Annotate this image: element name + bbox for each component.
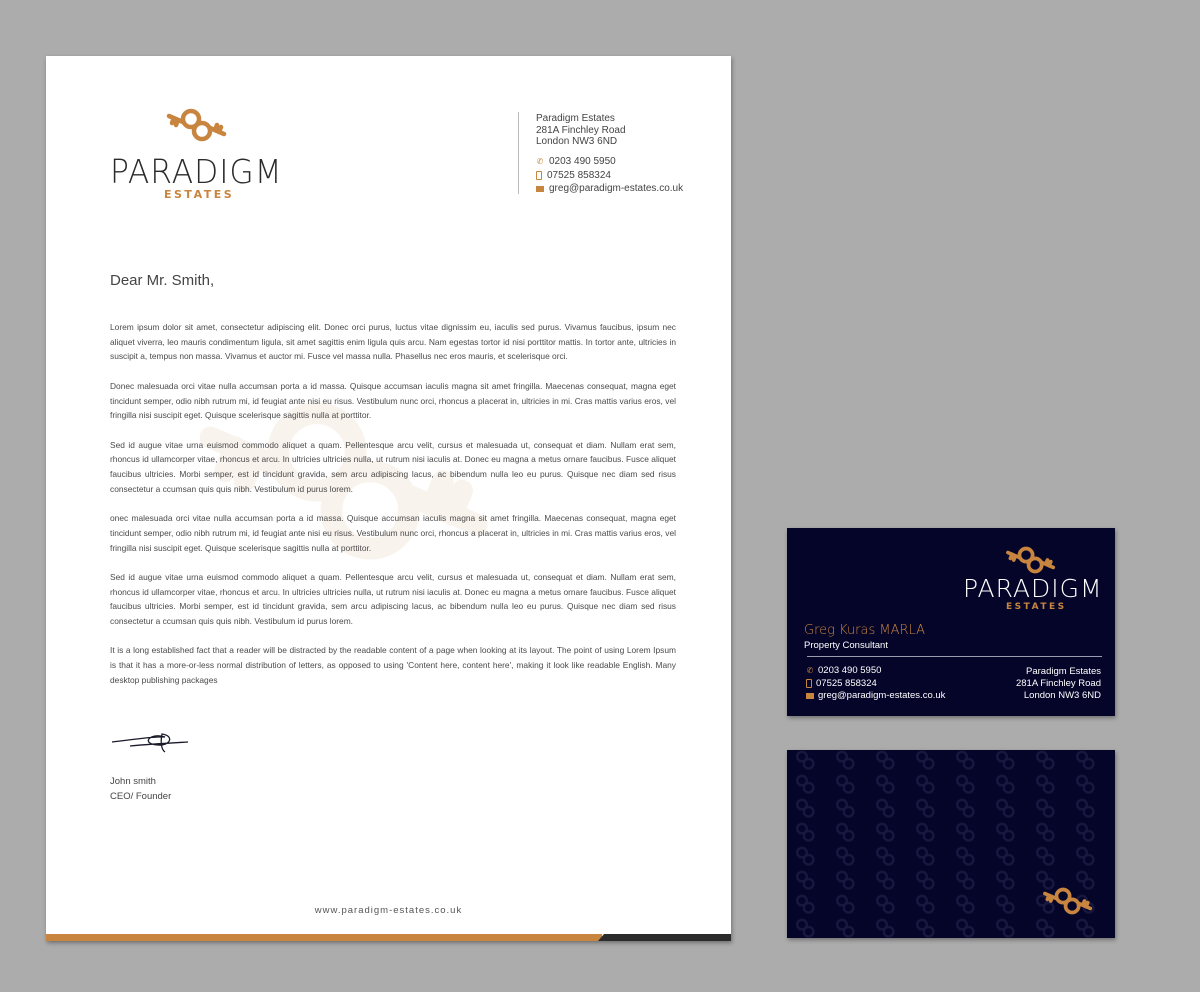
letterhead-address xyxy=(536,113,626,148)
card-name: Greg Kuras MARLA xyxy=(804,623,925,638)
card-address xyxy=(1016,666,1101,702)
paragraph: Donec malesuada orci vitae nulla accumsan porta a id massa. Quisque accumsan iaculis magna sit amet fringilla. Maecenas consequat, magna eget tincidunt semper, odio nibh rutrum mi, id feugiat ante nisi eu risus. Vestibulum nunc orci, rhoncus a placerat in, ultricies in mi. Cras mattis varius eros, vel fringilla nisi suscipit eget. Quisque scelerisque sagittis nulla at porttitor. xyxy=(110,380,676,421)
phone: 0203 490 5950 xyxy=(549,156,616,167)
phone-icon: ✆ xyxy=(806,666,814,676)
mobile-icon xyxy=(806,679,812,688)
paragraph: onec malesuada orci vitae nulla accumsan porta a id massa. Quisque accumsan iaculis magna sit amet fringilla. Maecenas consequat, magna eget tincidunt semper, odio nibh rutrum mi, id feugiat ante nisi eu risus. Vestibulum nunc orci, rhoncus a placerat in, ultricies in mi. Cras mattis varius eros, vel fringilla nisi suscipit eget. Quisque scelerisque sagittis nulla at porttitor. xyxy=(110,513,676,553)
letterhead xyxy=(46,56,731,941)
mobile: 07525 858324 xyxy=(816,677,877,689)
signer-name: John smith xyxy=(110,776,156,787)
card-logo xyxy=(963,546,1103,616)
paragraph: Sed id augue vitae urna euismod commodo aliquet a quam. Pellentesque arcu velit, cursus et malesuada ut, consequat et diam. Nullam erat sem, rhoncus id ullamcorper vitae, rhoncus et arcu. In ultricies ultricies nulla, ut rutrum nisi iaculis at. Donec eu magna a metus ornare faucibus. Fusce aliquet faucibus ultricies. Morbi semper, est id tincidunt gravida, sem arcu adipiscing lacus, ac bibendum nulla leo eu purus. Quisque nec diam sed risus consectetur a ccumsan quis quis nibh. Vestibulum id purus lorem. xyxy=(110,571,676,626)
address-line: 281A Finchley Road xyxy=(536,124,626,136)
paragraph: Lorem ipsum dolor sit amet, consectetur adipiscing elit. Donec orci purus, luctus vitae dignissim eu, iaculis sed purus. Vivamus faucibus, ipsum nec aliquet viverra, leo mauris condimentum ligula, sit amet sagittis enim ligula quis arcu. Nam egestas tortor id nisi porttitor mattis. In tortor ante, ultricies in suscipit a, tempus non massa. Vivamus et auctor mi. Fusce vel massa nulla. Phasellus nec eros mauris, et scelerisque orci. xyxy=(110,322,676,362)
business-card-back xyxy=(787,750,1115,938)
keys-logo-icon xyxy=(166,108,228,142)
keys-logo-icon xyxy=(1005,546,1057,574)
footer-bar-dark xyxy=(598,934,731,941)
address-line: Paradigm Estates xyxy=(1026,666,1101,677)
address-line: London NW3 6ND xyxy=(536,136,618,147)
email: greg@paradigm-estates.co.uk xyxy=(549,183,684,194)
keys-logo-icon xyxy=(1042,887,1094,915)
signer xyxy=(110,774,171,804)
divider xyxy=(807,656,1102,657)
address-line: London NW3 6ND xyxy=(1023,690,1101,701)
letterhead-contacts xyxy=(536,155,683,196)
email-icon xyxy=(806,693,814,699)
website: www.paradigm-estates.co.uk xyxy=(314,905,463,916)
phone: 0203 490 5950 xyxy=(818,665,882,676)
signer-title: CEO/ Founder xyxy=(110,791,172,802)
divider xyxy=(518,112,519,194)
logo-wordmark: PARADIGM xyxy=(110,152,283,191)
card-role: Property Consultant xyxy=(804,640,888,651)
paragraph: It is a long established fact that a reader will be distracted by the readable content of a page when looking at its layout. The point of using Lorem Ipsum is that it has a more-or-less normal distribution of letters, as opposed to using 'Content here, content here', making it look like readable English. Many desktop publishing packages xyxy=(110,645,676,685)
email: greg@paradigm-estates.co.uk xyxy=(818,690,946,701)
mobile: 07525 858324 xyxy=(547,169,611,181)
phone-icon: ✆ xyxy=(536,156,544,166)
address-line: 281A Finchley Road xyxy=(1015,678,1101,689)
logo-wordmark: PARADIGM xyxy=(963,574,1103,603)
footer-bar-accent xyxy=(46,934,602,941)
card-contacts xyxy=(806,665,945,703)
logo-subtitle: ESTATES xyxy=(164,188,235,201)
mobile-icon xyxy=(536,171,542,180)
greeting: Dear Mr. Smith, xyxy=(110,272,215,289)
email-icon xyxy=(536,186,544,192)
letter-body xyxy=(110,320,676,702)
business-card-front xyxy=(787,528,1115,716)
paragraph: Sed id augue vitae urna euismod commodo aliquet a quam. Pellentesque arcu velit, cursus et malesuada ut, consequat et diam. Nullam erat sem, rhoncus id ullamcorper vitae, rhoncus et arcu. In ultricies ultricies nulla, ut rutrum nisi iaculis at. Donec eu magna a metus ornare faucibus. Fusce aliquet faucibus ultricies. Morbi semper, est id tincidunt gravida, sem arcu adipiscing lacus, ac bibendum nulla leo eu purus. Quisque nec diam sed risus consectetur a ccumsan quis quis nibh. Vestibulum id purus lorem. xyxy=(110,439,676,494)
signature xyxy=(110,728,190,758)
address-line: Paradigm Estates xyxy=(536,113,615,124)
logo-subtitle: ESTATES xyxy=(1006,602,1067,612)
